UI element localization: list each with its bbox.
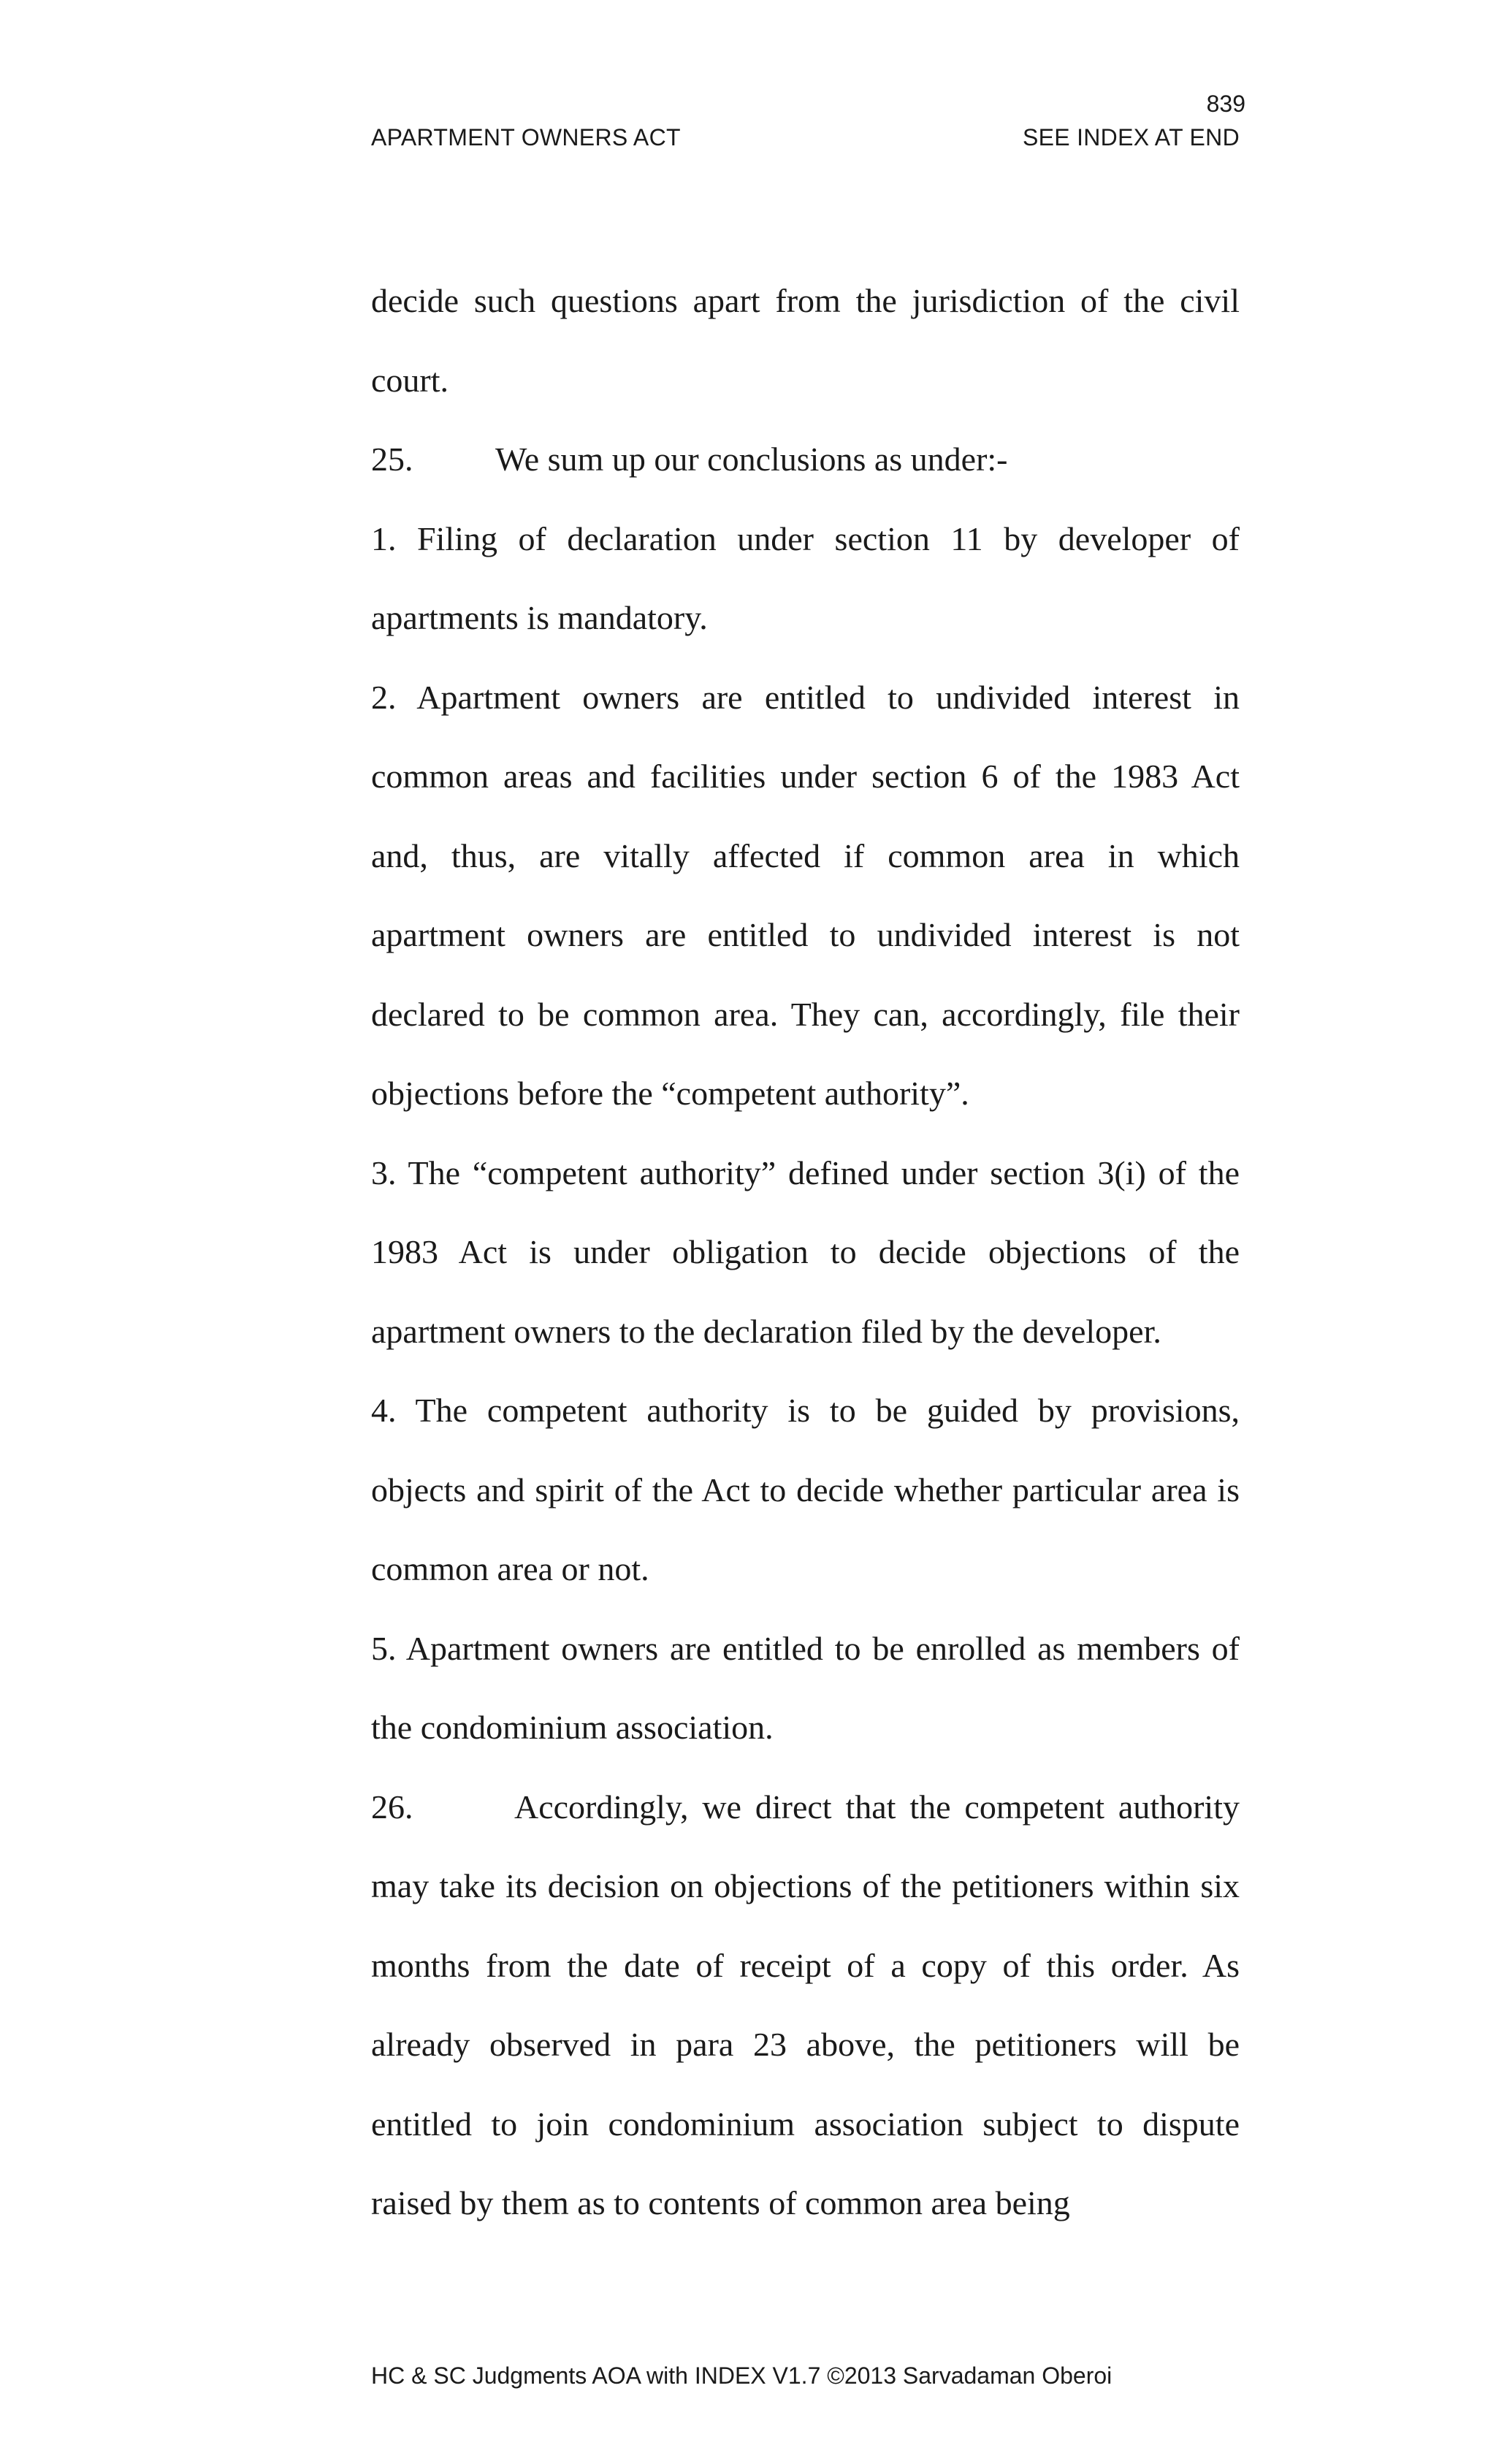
- paragraph-number: 26.: [371, 1788, 413, 1826]
- running-header: [371, 123, 1240, 152]
- header-left-title: APARTMENT OWNERS ACT: [371, 124, 681, 150]
- conclusion-4: 4. The competent authority is to be guided by provisions, objects and spirit of the Act to decide whether particular area is common area or not.: [371, 1392, 1240, 1587]
- conclusion-2: 2. Apartment owners are entitled to undivided interest in common areas and facilities under section 6 of the 1983 Act and, thus, are vitally affected if common area in which apartment owners are entitled to undivided interest is not declared to be common area. They can, accordingly, file their objections before the “competent authority”.: [371, 678, 1240, 1112]
- body-text: [371, 262, 1240, 2243]
- paragraph-number: 25.: [371, 440, 413, 478]
- conclusion-1: 1. Filing of declaration under section 11 by developer of apartments is mandatory.: [371, 519, 1240, 636]
- page-number: 839: [1206, 91, 1245, 117]
- paragraph-25: [371, 420, 1240, 500]
- header-right-note: SEE INDEX AT END: [1022, 124, 1240, 150]
- page-footer: HC & SC Judgments AOA with INDEX V1.7 ©2013 Sarvadaman Oberoi: [371, 2362, 1113, 2389]
- paragraph-26: [371, 1768, 1240, 2243]
- paragraph-text: Accordingly, we direct that the competent authority may take its decision on objections of the petitioners within six months from the date of receipt of a copy of this order. As already observed in para 23 above, the petitioners will be entitled to join condominium association subject to dispute raised by them as to contents of common area being: [371, 1788, 1240, 2221]
- conclusion-3: 3. The “competent authority” defined under section 3(i) of the 1983 Act is under obligation to decide objections of the apartment owners to the declaration filed by the developer.: [371, 1153, 1240, 1350]
- conclusion-5: 5. Apartment owners are entitled to be enrolled as members of the condominium association.: [371, 1629, 1240, 1746]
- paragraph-continuation: decide such questions apart from the jurisdiction of the civil court.: [371, 282, 1240, 399]
- paragraph-text: We sum up our conclusions as under:-: [495, 440, 1008, 478]
